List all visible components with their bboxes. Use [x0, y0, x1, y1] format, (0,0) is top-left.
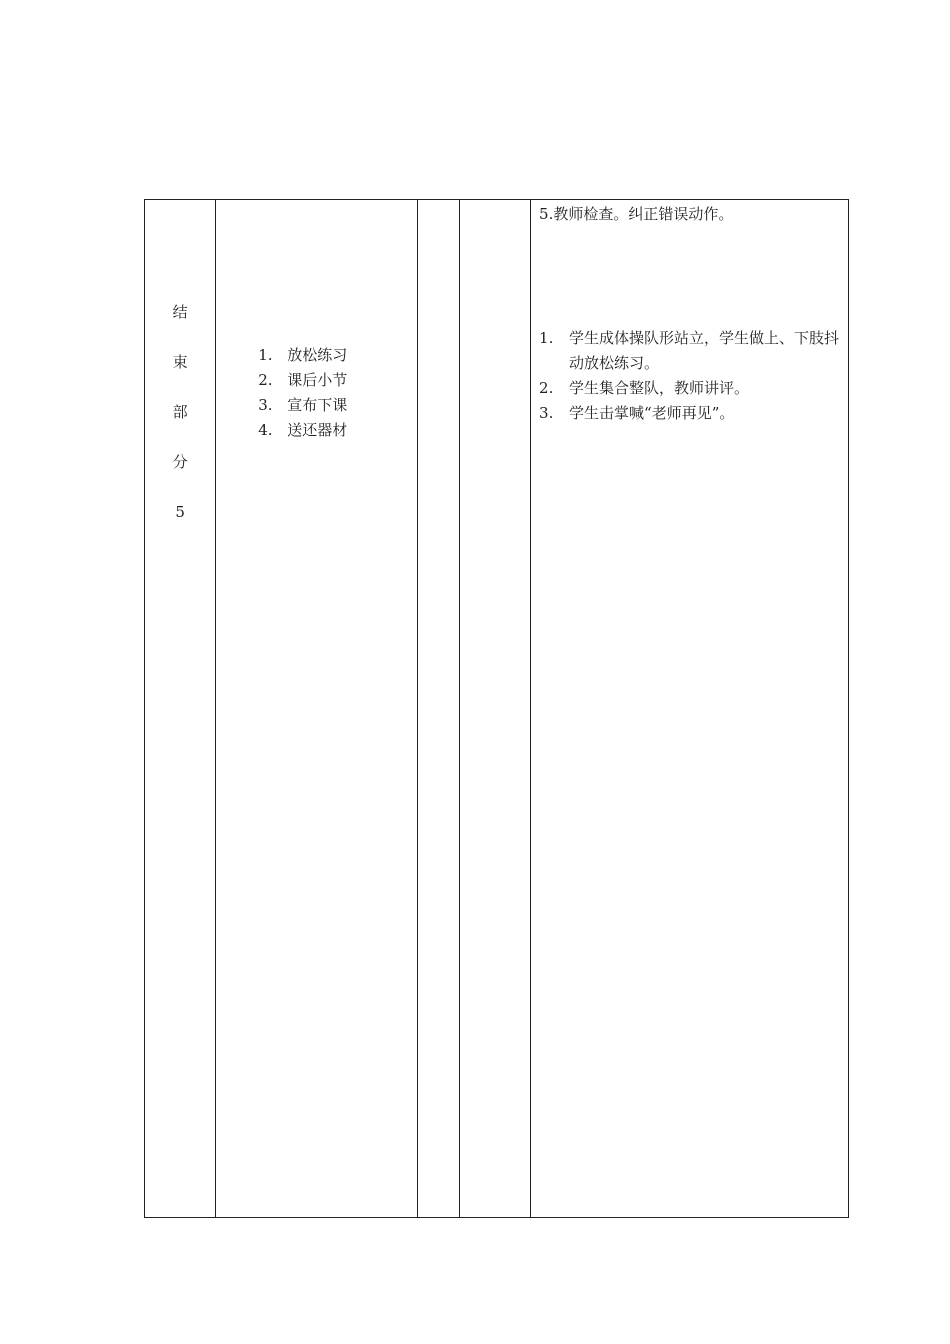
empty-cell-b	[459, 200, 530, 1218]
step-number: 1.	[539, 329, 554, 347]
steps-list	[539, 326, 840, 426]
section-char: 束	[172, 353, 188, 371]
list-item	[539, 326, 840, 376]
list-item-number: 4.	[258, 421, 273, 439]
content-cell	[216, 200, 418, 1218]
list-item	[539, 401, 840, 426]
list-item	[539, 376, 840, 401]
content-list	[258, 343, 459, 443]
step-text: 学生击掌喊“老师再见”。	[569, 404, 735, 422]
section-duration: 5	[175, 503, 185, 521]
list-item-number: 2.	[258, 371, 273, 389]
section-char: 分	[172, 453, 188, 471]
list-item	[258, 343, 459, 368]
list-item	[258, 368, 459, 393]
list-item-number: 1.	[258, 346, 273, 364]
methods-cell	[531, 200, 849, 1218]
list-item-text: 宣布下课	[287, 396, 348, 414]
step-number: 2.	[539, 379, 554, 397]
lesson-plan-table	[144, 199, 849, 1218]
list-item-number: 3.	[258, 396, 273, 414]
list-item-text: 课后小节	[287, 371, 348, 389]
section-cell	[145, 200, 216, 1218]
list-item	[258, 418, 459, 443]
list-item-text: 送还器材	[287, 421, 348, 439]
step-text: 学生成体操队形站立，学生做上、下肢抖动放松练习。	[569, 329, 840, 372]
step-text: 学生集合整队，教师讲评。	[569, 379, 750, 397]
step-number: 3.	[539, 404, 554, 422]
list-item	[258, 393, 459, 418]
list-item-text: 放松练习	[287, 346, 348, 364]
methods-content	[531, 200, 848, 426]
section-char: 结	[172, 303, 188, 321]
teacher-note: 5.教师检查。纠正错误动作。	[539, 205, 734, 223]
table-row	[145, 200, 849, 1218]
section-label	[145, 200, 215, 1217]
section-char: 部	[172, 403, 188, 421]
